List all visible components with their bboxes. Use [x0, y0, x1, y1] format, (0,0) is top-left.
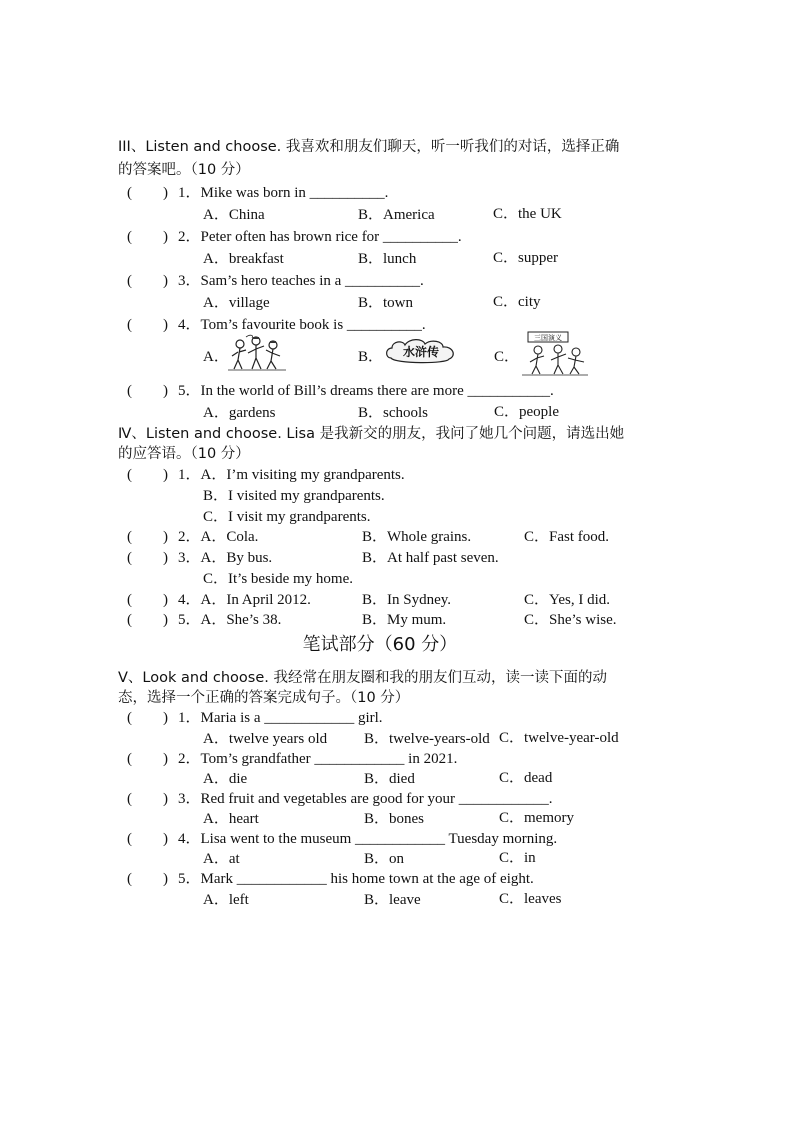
question-stem: 5．Mark ____________ his home town at the age of eight. [178, 871, 534, 887]
option-b: B．died [364, 771, 415, 787]
answer-paren-open: ( [127, 751, 132, 767]
option-c: C．I visit my grandparents. [203, 509, 371, 525]
question-stem: 2．Peter often has brown rice for __________. [178, 229, 462, 245]
answer-paren-open: ( [127, 550, 132, 566]
question-stem: 2．Tom’s grandfather ____________ in 2021. [178, 751, 458, 767]
answer-paren-open: ( [127, 791, 132, 807]
question-stem: 4．Tom’s favourite book is __________. [178, 317, 426, 333]
option-c: C．in [499, 850, 536, 866]
option-a: A．breakfast [203, 251, 284, 267]
answer-paren-close: ) [163, 791, 168, 807]
answer-paren-open: ( [127, 317, 132, 333]
answer-paren-open: ( [127, 831, 132, 847]
answer-paren-open: ( [127, 710, 132, 726]
option-c: C．dead [499, 770, 553, 786]
option-a: A．die [203, 771, 248, 787]
option-b: B．In Sydney. [362, 592, 452, 608]
answer-paren-open: ( [127, 529, 132, 545]
answer-paren-close: ) [163, 383, 168, 399]
option-a: A．China [203, 207, 265, 223]
option-b: B．My mum. [362, 612, 447, 628]
answer-paren-open: ( [127, 612, 132, 628]
question-stem: 1．Mike was born in __________. [178, 185, 389, 201]
section4-title-line2: 的应答语。（10 分） [118, 446, 250, 462]
question-stem: 3．A．By bus. [178, 550, 273, 566]
section5-title-line1: Ⅴ、Look and choose. 我经常在朋友圈和我的朋友们互动，读一读下面的动 [118, 670, 607, 686]
option-b: B．America [358, 207, 435, 223]
question-stem: 2．A．Cola. [178, 529, 259, 545]
option-c: C．leaves [499, 891, 562, 907]
option-b: B． [358, 349, 384, 365]
option-b: B．I visited my grandparents. [203, 488, 385, 504]
option-a: A．at [203, 851, 240, 867]
option-c: C．supper [493, 250, 558, 266]
section4-title-line1: Ⅳ、Listen and choose. Lisa 是我新交的朋友，我问了她几个问题，请选出她 [118, 426, 625, 442]
question-stem: 5．A．She’s 38. [178, 612, 282, 628]
answer-paren-open: ( [127, 383, 132, 399]
option-a: A．left [203, 892, 249, 908]
section3-title-line2: 的答案吧。（10 分） [118, 162, 250, 178]
answer-paren-close: ) [163, 273, 168, 289]
option-c: C．She’s wise. [524, 612, 617, 628]
question-stem: 3．Sam’s hero teaches in a __________. [178, 273, 424, 289]
answer-paren-close: ) [163, 871, 168, 887]
option-b: B．bones [364, 811, 425, 827]
answer-paren-open: ( [127, 229, 132, 245]
answer-paren-close: ) [163, 612, 168, 628]
answer-paren-close: ) [163, 831, 168, 847]
question-stem: 4．A．In April 2012. [178, 592, 311, 608]
answer-paren-open: ( [127, 592, 132, 608]
option-c: C． [494, 349, 520, 365]
option-b: B．twelve-years-old [364, 731, 490, 747]
section5-title-line2: 态，选择一个正确的答案完成句子。（10 分） [118, 690, 410, 706]
option-a: A．twelve years old [203, 731, 328, 747]
answer-paren-close: ) [163, 592, 168, 608]
book-title-b: 水浒传 [402, 345, 440, 359]
option-b: B．on [364, 851, 405, 867]
option-c: C．Yes, I did. [524, 592, 610, 608]
question-stem: 3．Red fruit and vegetables are good for your ____________. [178, 791, 553, 807]
question-stem: 1．A．I’m visiting my grandparents. [178, 467, 405, 483]
option-c: C．the UK [493, 206, 562, 222]
option-b: B．Whole grains. [362, 529, 472, 545]
option-c: C．memory [499, 810, 574, 826]
answer-paren-close: ) [163, 467, 168, 483]
option-b: B．At half past seven. [362, 550, 499, 566]
book-title-cloud-b [383, 336, 459, 366]
option-c: C．Fast food. [524, 529, 610, 545]
option-c: C．It’s beside my home. [203, 571, 353, 587]
option-a: A．gardens [203, 405, 276, 421]
answer-paren-close: ) [163, 710, 168, 726]
option-b: B．town [358, 295, 414, 311]
answer-paren-close: ) [163, 317, 168, 333]
written-part-title: 笔试部分（60 分） [302, 634, 458, 655]
option-b: B．schools [358, 405, 429, 421]
question-stem: 1．Maria is a ____________ girl. [178, 710, 383, 726]
section3-title-line1: III、Listen and choose. 我喜欢和朋友们聊天，听一听我们的对话，选择正确 [118, 139, 620, 155]
option-a: A．heart [203, 811, 259, 827]
answer-paren-open: ( [127, 467, 132, 483]
option-a: A．village [203, 295, 270, 311]
option-b: B．leave [364, 892, 421, 908]
option-a: A． [203, 349, 229, 365]
question-stem: 4．Lisa went to the museum ____________ Tuesday morning. [178, 831, 558, 847]
answer-paren-open: ( [127, 185, 132, 201]
answer-paren-close: ) [163, 529, 168, 545]
question-stem: 5．In the world of Bill’s dreams there are more ___________. [178, 383, 554, 399]
book-title-c: 三国演义 [534, 334, 562, 342]
book-illustration-c [518, 330, 590, 376]
answer-paren-close: ) [163, 229, 168, 245]
book-illustration-a [226, 334, 288, 372]
option-c: C．twelve-year-old [499, 730, 619, 746]
option-c: C．people [494, 404, 559, 420]
option-b: B．lunch [358, 251, 417, 267]
answer-paren-open: ( [127, 871, 132, 887]
answer-paren-open: ( [127, 273, 132, 289]
answer-paren-close: ) [163, 751, 168, 767]
answer-paren-close: ) [163, 185, 168, 201]
option-c: C．city [493, 294, 541, 310]
answer-paren-close: ) [163, 550, 168, 566]
